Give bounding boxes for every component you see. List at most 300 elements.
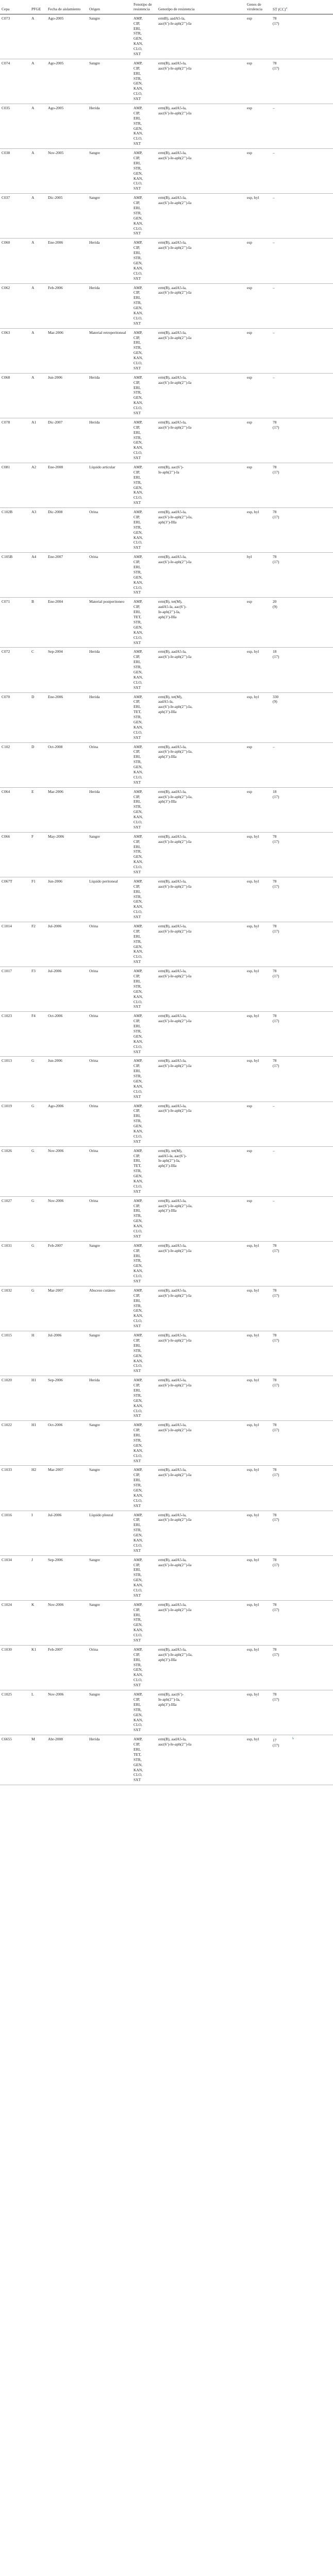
cell-fenotipo-line: CLO,	[134, 1133, 142, 1139]
cell-virulencia: esp	[245, 598, 271, 648]
cell-cepa: C073	[0, 14, 30, 59]
cell-fenotipo-line: ERI,	[134, 934, 141, 939]
cc-value: (17)	[273, 1517, 279, 1522]
cell-st	[271, 373, 333, 418]
cell-pfge: J	[30, 1555, 46, 1600]
cell-fenotipo-line: SXT	[134, 231, 141, 236]
cell-cepa: C078	[0, 418, 30, 463]
cell-genotipo	[157, 14, 245, 59]
cell-fenotipo-line: STR,	[134, 984, 142, 989]
cell-genotipo	[157, 1057, 245, 1101]
cell-genotipo-line: erm(B), aadA5-la,	[158, 1103, 187, 1108]
cell-origen: Sangre	[88, 149, 132, 194]
cell-genotipo-line: erm(B), aadA5-la,	[158, 106, 187, 110]
cell-fenotipo-line: STR,	[134, 1757, 142, 1762]
table-row	[0, 1645, 333, 1690]
cell-fenotipo	[132, 1555, 157, 1600]
cell-fenotipo-line: GEN,	[134, 350, 143, 355]
cell-fenotipo-line: AMP,	[134, 1602, 143, 1607]
cell-fenotipo-line: ERI,	[134, 115, 141, 121]
cell-virulencia: esp	[245, 59, 271, 104]
cell-fenotipo-line: STR,	[134, 524, 142, 530]
cell-genotipo-line: erm(B), tet(M),	[158, 599, 182, 604]
cell-fenotipo-line: GEN,	[134, 1398, 143, 1403]
cell-st	[271, 553, 333, 598]
cell-origen: Líquido pleural	[88, 1511, 132, 1555]
cell-fenotipo	[132, 922, 157, 967]
cell-genotipo	[157, 598, 245, 648]
cell-fenotipo-line: CIP,	[134, 1248, 140, 1253]
cell-fenotipo-line: ERI,	[134, 1612, 141, 1617]
cell-fenotipo-line: ERI,	[134, 1657, 141, 1662]
cell-fenotipo-line: GEN,	[134, 1033, 143, 1039]
st-value: 78	[273, 834, 277, 839]
cell-fenotipo-line: CLO,	[134, 226, 142, 231]
cell-fenotipo-line: STR,	[134, 1213, 142, 1218]
cell-fenotipo-line: KAN,	[134, 630, 143, 635]
cell-fenotipo-line: CLO,	[134, 680, 142, 685]
cell-fenotipo-line: ERI,	[134, 1343, 141, 1348]
cell-genotipo-line: erm(B), aadA5-la,	[158, 924, 187, 929]
cell-fenotipo-line: AMP,	[134, 924, 143, 929]
cell-origen: Orina	[88, 1012, 132, 1057]
table-row	[0, 373, 333, 418]
st-footnote-link[interactable]: b	[292, 1737, 294, 1741]
cell-fenotipo-line: ERI,	[134, 1024, 141, 1029]
cell-fenotipo	[132, 1196, 157, 1241]
cell-st	[271, 1331, 333, 1376]
cell-origen: Orina	[88, 967, 132, 1012]
cell-virulencia: esp, hyl	[245, 1012, 271, 1057]
cc-value: (17)	[273, 1742, 279, 1748]
cell-fecha: Sep-2004	[46, 648, 88, 692]
cell-fenotipo-line: CLO,	[134, 1498, 142, 1503]
table-row	[0, 922, 333, 967]
cell-virulencia: esp, hyl	[245, 1600, 271, 1645]
cell-fenotipo-line: CIP,	[134, 884, 140, 889]
cell-fenotipo	[132, 1466, 157, 1511]
cell-fecha: Ago-2005	[46, 14, 88, 59]
cell-genotipo-line: aac(6’)-Ie-aph(2’’)-Ia	[158, 1019, 192, 1024]
cell-fenotipo-line: GEN,	[134, 36, 143, 41]
cell-genotipo	[157, 1146, 245, 1196]
cell-fenotipo-line: AMP,	[134, 285, 143, 290]
cell-genotipo	[157, 1101, 245, 1146]
cell-fecha: Oct-2008	[46, 742, 88, 787]
cell-fenotipo-line: STR,	[134, 435, 142, 440]
cell-genotipo	[157, 967, 245, 1012]
cell-fenotipo-line: ERI,	[134, 1478, 141, 1483]
cell-fenotipo	[132, 104, 157, 149]
cell-fenotipo	[132, 877, 157, 922]
st-value: 78	[273, 465, 277, 469]
cell-genotipo-line: aac(6’)-Ie-aph(2’’)-Ia	[158, 1517, 192, 1522]
cell-fenotipo-line: AMP,	[134, 1013, 143, 1019]
cell-virulencia: esp	[245, 283, 271, 328]
cell-fecha: Ene-2007	[46, 553, 88, 598]
cell-cepa: C067T	[0, 877, 30, 922]
cell-fenotipo	[132, 967, 157, 1012]
cell-genotipo-line: erm(B), tet(M),	[158, 694, 182, 699]
cell-origen: Herida	[88, 418, 132, 463]
st-value: 17	[273, 1737, 277, 1742]
cell-origen: Sangre	[88, 1421, 132, 1466]
cell-virulencia: esp	[245, 463, 271, 508]
cell-fenotipo-line: GEN,	[134, 574, 143, 580]
cell-genotipo	[157, 1286, 245, 1331]
table-row	[0, 463, 333, 508]
cell-fecha: Nov-2006	[46, 1146, 88, 1196]
cell-fenotipo-line: GEN,	[134, 81, 143, 86]
st-value: 78	[273, 1467, 277, 1472]
cell-st	[271, 1286, 333, 1331]
cell-origen: Herida	[88, 648, 132, 692]
cell-fenotipo-line: SXT	[134, 1503, 141, 1508]
cell-fenotipo-line: ERI,	[134, 1387, 141, 1393]
cell-genotipo	[157, 832, 245, 877]
cell-st	[271, 194, 333, 239]
cell-fenotipo-line: CIP,	[134, 1742, 140, 1747]
cell-cepa: C105B	[0, 553, 30, 598]
cell-st	[271, 59, 333, 104]
cell-st	[271, 1101, 333, 1146]
cell-genotipo	[157, 742, 245, 787]
cell-origen: Orina	[88, 1101, 132, 1146]
cell-pfge: D	[30, 692, 46, 742]
cell-genotipo	[157, 239, 245, 283]
cell-fenotipo-line: STR,	[134, 1572, 142, 1578]
cell-genotipo-line: erm(B), aadA5-la,	[158, 1737, 187, 1742]
cell-fenotipo-line: CLO,	[134, 46, 142, 52]
cell-st	[271, 692, 333, 742]
cell-fenotipo-line: KAN,	[134, 1717, 143, 1722]
st-value: –	[273, 285, 275, 290]
cell-genotipo	[157, 1196, 245, 1241]
cell-origen: Sangre	[88, 1690, 132, 1735]
cell-fenotipo-line: CIP,	[134, 1203, 140, 1208]
cell-genotipo-line: aac(6’)-Ie-aph(2’’)-Ia	[158, 1562, 192, 1567]
cell-fenotipo-line: GEN,	[134, 1263, 143, 1268]
st-value: –	[273, 240, 275, 245]
cell-genotipo	[157, 648, 245, 692]
cell-genotipo-line: aac(6’)-Ie-aph(2’’)-Ia	[158, 839, 192, 844]
cell-virulencia: esp	[245, 1101, 271, 1146]
cell-st	[271, 463, 333, 508]
cell-st	[271, 598, 333, 648]
cell-fenotipo-line: AMP,	[134, 1737, 143, 1742]
cell-fenotipo-line: ERI,	[134, 519, 141, 524]
cell-fenotipo-line: SXT	[134, 320, 141, 326]
cell-virulencia: esp, hyl	[245, 1376, 271, 1421]
table-row	[0, 598, 333, 648]
cell-fecha: Dic-2008	[46, 508, 88, 553]
cell-genotipo-line: erm(B), aadA5-la,	[158, 744, 187, 749]
cell-fenotipo-line: ERI,	[134, 565, 141, 570]
table-header	[0, 0, 333, 14]
cell-fenotipo	[132, 1101, 157, 1146]
cell-fenotipo-line: CLO,	[134, 495, 142, 500]
cell-fenotipo-line: KAN,	[134, 1128, 143, 1133]
st-value: 78	[273, 1692, 277, 1697]
cell-genotipo-line: aac(6’)-Ie-aph(2’’)-Ia	[158, 560, 192, 565]
cell-pfge: M	[30, 1735, 46, 1785]
cell-fecha: Ene-2006	[46, 692, 88, 742]
cell-cepa: C1031	[0, 1241, 30, 1286]
cell-fenotipo-line: AMP,	[134, 1148, 143, 1153]
cell-fenotipo-line: STR,	[134, 1074, 142, 1079]
cell-cepa: C070	[0, 692, 30, 742]
cell-genotipo-line: Ie-aph(2’’)-Ia,	[158, 1697, 180, 1702]
cell-pfge: A	[30, 373, 46, 418]
cell-fecha: Feb-2007	[46, 1645, 88, 1690]
cell-virulencia: esp, hyl	[245, 648, 271, 692]
cell-fenotipo-line: CLO,	[134, 865, 142, 870]
table-row	[0, 1690, 333, 1735]
cell-fenotipo-line: SXT	[134, 1638, 141, 1643]
cell-fenotipo-line: GEN,	[134, 1353, 143, 1358]
cell-fenotipo-line: ERI,	[134, 704, 141, 709]
cell-fenotipo-line: STR,	[134, 210, 142, 215]
cell-cepa: C1017	[0, 967, 30, 1012]
cell-genotipo-line: erm(B), aadA5-la,	[158, 789, 187, 794]
cell-fenotipo-line: KAN,	[134, 674, 143, 680]
st-value: 78	[273, 1647, 277, 1652]
cell-genotipo	[157, 1555, 245, 1600]
cell-origen: Herida	[88, 104, 132, 149]
cell-genotipo-line: erm(B), tet(M),	[158, 1148, 182, 1153]
cell-fenotipo-line: ERI,	[134, 754, 141, 759]
cell-genotipo-line: aac(6’)-Ie-aph(2’’)-Ia	[158, 974, 192, 979]
cell-fenotipo-line: AMP,	[134, 240, 143, 245]
cell-pfge: F2	[30, 922, 46, 967]
cell-fenotipo-line: CLO,	[134, 1588, 142, 1593]
cell-genotipo-line: erm(B), aadA5-la,	[158, 330, 187, 335]
table-row	[0, 787, 333, 832]
cell-fenotipo-line: SXT	[134, 640, 141, 645]
cell-fenotipo-line: KAN,	[134, 815, 143, 820]
cell-st	[271, 1645, 333, 1690]
cell-pfge: A	[30, 59, 46, 104]
cell-st	[271, 239, 333, 283]
cell-fenotipo-line: KAN,	[134, 994, 143, 999]
cell-st	[271, 508, 333, 553]
cell-fenotipo-line: CLO,	[134, 999, 142, 1004]
cell-fenotipo-line: CIP,	[134, 290, 140, 295]
cell-fenotipo-line: SXT	[134, 1592, 141, 1598]
cell-fenotipo-line: STR,	[134, 76, 142, 81]
cell-pfge: D	[30, 742, 46, 787]
cell-fenotipo-line: AMP,	[134, 330, 143, 335]
cell-fenotipo-line: AMP,	[134, 599, 143, 604]
cell-fenotipo-line: KAN,	[134, 265, 143, 270]
cell-fenotipo-line: AMP,	[134, 834, 143, 839]
cell-virulencia: esp, hyl	[245, 508, 271, 553]
cell-fenotipo-line: CIP,	[134, 335, 140, 340]
cell-cepa: C1013	[0, 1057, 30, 1101]
cc-value: (17)	[273, 65, 279, 71]
cell-origen: Orina	[88, 553, 132, 598]
cell-fecha: Abr-2008	[46, 1735, 88, 1785]
cell-genotipo	[157, 1645, 245, 1690]
cell-origen: Orina	[88, 742, 132, 787]
cell-pfge: A2	[30, 463, 46, 508]
cell-fenotipo-line: CLO,	[134, 954, 142, 959]
cell-genotipo-line: aph(3’)-IIIa	[158, 1702, 177, 1707]
st-value: –	[273, 1148, 275, 1153]
cell-fenotipo-line: ERI,	[134, 1702, 141, 1707]
cell-origen: Sangre	[88, 14, 132, 59]
cell-genotipo-line: aph(3’)-IIIa	[158, 1208, 177, 1213]
cell-pfge: K	[30, 1600, 46, 1645]
cell-genotipo	[157, 1466, 245, 1511]
cell-st	[271, 922, 333, 967]
cell-pfge: A	[30, 328, 46, 373]
cell-fenotipo	[132, 1376, 157, 1421]
cell-cepa: C1025	[0, 1690, 30, 1735]
cell-fenotipo-line: AMP,	[134, 510, 143, 515]
cell-fenotipo-line: STR,	[134, 1118, 142, 1124]
cell-virulencia: esp	[245, 239, 271, 283]
cell-fenotipo-line: KAN,	[134, 1224, 143, 1229]
cell-cepa: C066	[0, 832, 30, 877]
cell-cepa: C102B	[0, 508, 30, 553]
cell-fenotipo-line: GEN,	[134, 1622, 143, 1628]
cell-cepa: C062	[0, 283, 30, 328]
table-row	[0, 14, 333, 59]
cell-genotipo-line: aac(6’)-Ie-aph(2’’)-Ia	[158, 21, 192, 26]
cell-fenotipo-line: SXT	[134, 51, 141, 56]
cell-cepa: C1026	[0, 1146, 30, 1196]
cell-genotipo-line: Ie-aph(2’’)-Ia,	[158, 609, 180, 615]
cell-fenotipo	[132, 328, 157, 373]
cell-fenotipo-line: ERI,	[134, 385, 141, 390]
cell-fenotipo-line: STR,	[134, 804, 142, 809]
cell-fecha: Ene-2004	[46, 598, 88, 648]
cell-fenotipo-line: ERI,	[134, 844, 141, 849]
cell-fenotipo-line: KAN,	[134, 580, 143, 585]
cell-fenotipo-line: ERI,	[134, 609, 141, 615]
cell-fenotipo-line: GEN,	[134, 854, 143, 859]
cell-fenotipo-line: CIP,	[134, 1063, 140, 1069]
cell-fecha: Mar-2007	[46, 1466, 88, 1511]
cell-genotipo-line: aac(6’)-Ie-aph(2’’)-Ia	[158, 425, 192, 430]
cell-fenotipo-line: SXT	[134, 824, 141, 829]
cell-st	[271, 832, 333, 877]
cell-genotipo-line: erm(B), aadA5-la,	[158, 834, 187, 839]
cell-genotipo-line: aph(3’)-IIIa	[158, 1163, 177, 1168]
cell-genotipo-line: aac(6’)-Ie-aph(2’’)-Ia	[158, 156, 192, 161]
cell-genotipo-line: erm(B), aadA5-la,	[158, 150, 187, 156]
cell-cepa: C068	[0, 373, 30, 418]
cell-genotipo	[157, 194, 245, 239]
cell-fecha: Oct-2006	[46, 1012, 88, 1057]
cell-fenotipo-line: TET,	[134, 1163, 142, 1168]
cell-genotipo-line: aac(6’)-Ie-aph(2’’)-Ia,	[158, 749, 193, 754]
cell-virulencia: hyl	[245, 553, 271, 598]
cell-origen: Sangre	[88, 1466, 132, 1511]
cc-value: (17)	[273, 1063, 279, 1069]
cell-cepa: C035	[0, 104, 30, 149]
cell-fecha: Nov-2006	[46, 1196, 88, 1241]
cell-fenotipo-line: AMP,	[134, 554, 143, 560]
cell-fenotipo-line: SXT	[134, 1548, 141, 1553]
cell-fenotipo-line: AMP,	[134, 150, 143, 156]
cell-fenotipo-line: STR,	[134, 894, 142, 899]
cell-fenotipo-line: ERI,	[134, 659, 141, 665]
table-row	[0, 328, 333, 373]
cell-fenotipo-line: SXT	[134, 276, 141, 281]
cell-fenotipo-line: ERI,	[134, 474, 141, 480]
cell-origen: Sangre	[88, 1331, 132, 1376]
cell-origen: Orina	[88, 922, 132, 967]
cell-genotipo-line: erm(B), aadA5-la,	[158, 1243, 187, 1248]
cell-fenotipo-line: GEN,	[134, 1762, 143, 1767]
cell-fenotipo-line: SXT	[134, 959, 141, 964]
cell-pfge: A	[30, 149, 46, 194]
cc-value: (17)	[273, 469, 279, 474]
cell-fenotipo-line: SXT	[134, 1139, 141, 1144]
table-row	[0, 742, 333, 787]
cell-fenotipo-line: STR,	[134, 1707, 142, 1712]
cell-virulencia: esp	[245, 418, 271, 463]
cell-fenotipo-line: SXT	[134, 1049, 141, 1054]
table-row	[0, 648, 333, 692]
cell-fecha: Ene-2006	[46, 239, 88, 283]
cell-fenotipo-line: CLO,	[134, 1044, 142, 1049]
cell-fenotipo-line: CIP,	[134, 21, 140, 26]
cell-fenotipo-line: AMP,	[134, 789, 143, 794]
st-value: 78	[273, 510, 277, 515]
cell-fecha: Nov-2006	[46, 1600, 88, 1645]
cell-fenotipo-line: ERI,	[134, 1747, 141, 1752]
cell-fenotipo-line: SXT	[134, 1413, 141, 1418]
header-pfge: PFGE	[30, 0, 46, 14]
cell-pfge: F1	[30, 877, 46, 922]
cell-st	[271, 1600, 333, 1645]
cell-fenotipo-line: CLO,	[134, 540, 142, 545]
cc-value: (17)	[273, 1652, 279, 1657]
cell-fecha: Ene-2008	[46, 463, 88, 508]
cell-cepa: C6655	[0, 1735, 30, 1785]
header-st-footnote-link[interactable]: a	[286, 6, 288, 10]
cell-fenotipo-line: SXT	[134, 1233, 141, 1239]
cell-fenotipo-line: GEN,	[134, 765, 143, 770]
cc-value: (17)	[273, 515, 279, 520]
header-genotipo: Genotipo de resistencia	[157, 0, 245, 14]
cell-fenotipo-line: ERI,	[134, 1158, 141, 1163]
cell-fecha: Jun-2006	[46, 1057, 88, 1101]
cell-pfge: H	[30, 1331, 46, 1376]
cell-fenotipo-line: STR,	[134, 1483, 142, 1488]
cell-virulencia: esp, hyl	[245, 1286, 271, 1331]
cell-fecha: Mar-2006	[46, 787, 88, 832]
cell-fenotipo	[132, 1241, 157, 1286]
cell-fenotipo-line: CIP,	[134, 469, 140, 474]
cell-fecha: Jul-2006	[46, 967, 88, 1012]
cell-st	[271, 14, 333, 59]
cell-fenotipo-line: ERI,	[134, 1113, 141, 1118]
cell-genotipo-line: erm(B), aadA5-la,	[158, 1378, 187, 1383]
cell-fenotipo-line: STR,	[134, 1437, 142, 1443]
table-row	[0, 1057, 333, 1101]
cell-st	[271, 149, 333, 194]
cc-value: (17)	[273, 884, 279, 889]
table-row	[0, 1012, 333, 1057]
cell-genotipo-line: ermB), aadA5-la,	[158, 15, 186, 21]
st-value: –	[273, 1198, 275, 1203]
cell-fenotipo-line: AMP,	[134, 878, 143, 884]
cell-genotipo-line: aadA5-la, aac(6’)-	[158, 1153, 187, 1158]
